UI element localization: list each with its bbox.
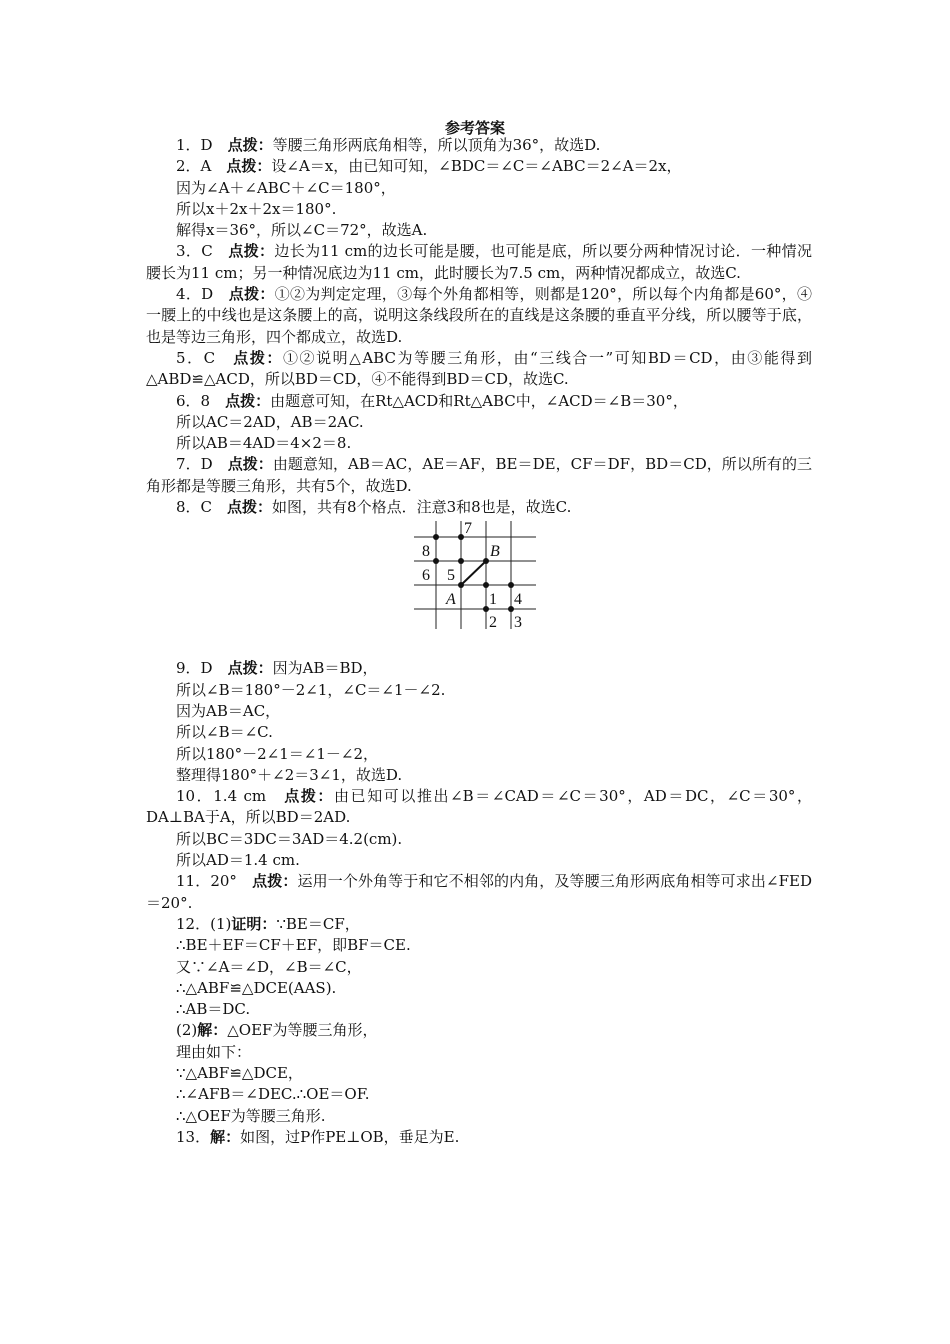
answer-line: ∴BE＋EF＝CF＋EF，即BF＝CE.	[176, 936, 411, 955]
hint-label: 点拨：	[227, 498, 273, 517]
answer-text: ①②说明△ABC为等腰三角形，由“三线合一”可知BD＝CD，由③能得到△ABD≌△ACD，所以BD＝CD，④不能得到BD＝CD，故选C.	[146, 348, 812, 389]
point-label: 8	[422, 543, 430, 561]
answer-3	[146, 241, 812, 284]
segment-ab	[461, 561, 486, 585]
answer-number: 11．20°	[176, 872, 253, 891]
grid-lines	[414, 521, 536, 632]
answer-line: ∵△ABF≌△DCE，	[176, 1063, 303, 1082]
page-title: 参考答案	[444, 119, 505, 137]
answer-number: 13．	[176, 1127, 211, 1146]
hint-label: 点拨：	[227, 659, 273, 678]
answer-number: (2)	[176, 1021, 198, 1040]
answer-text: △OEF为等腰三角形，	[227, 1021, 378, 1040]
answer-12-part-2	[146, 1020, 812, 1041]
answer-number: 7．D	[176, 455, 228, 474]
point-label: 3	[514, 614, 522, 632]
answer-text: 运用一个外角等于和它不相邻的内角，及等腰三角形两底角相等可求出∠FED＝20°.	[146, 872, 812, 912]
point-label: 2	[489, 614, 497, 632]
answer-number: 12．(1)	[176, 914, 232, 933]
grid-figure	[410, 519, 540, 633]
answer-8	[146, 497, 812, 518]
answer-10	[146, 786, 812, 829]
answer-number: 2．A	[176, 157, 227, 176]
answer-text: ①②为判定定理，③每个外角都相等，则都是120°，所以每个内角都是60°，④一腰上的中线也是这条腰上的高，说明这条线段所在的直线是这条腰的垂直平分线，所以腰等于底，也是等边三角形，四个都成立，故选D.	[146, 285, 812, 346]
point-label: A	[446, 591, 456, 609]
answer-line: 又∵∠A＝∠D，∠B＝∠C，	[176, 957, 362, 976]
answer-list	[146, 135, 812, 1148]
answer-5	[146, 348, 812, 391]
answer-line: ∴△ABF≌△DCE(AAS).	[176, 978, 337, 997]
answer-9	[146, 658, 812, 679]
grid-point	[483, 558, 489, 564]
answer-13	[146, 1127, 812, 1148]
answer-line: 理由如下：	[176, 1042, 252, 1061]
answer-number: 4．D	[176, 285, 229, 304]
point-label: 6	[422, 567, 430, 585]
hint-label: 点拨：	[227, 136, 273, 154]
answer-line: 所以AB＝4AD＝4×2＝8.	[176, 434, 352, 453]
answer-text: 如图，过P作PE⊥OB，垂足为E.	[240, 1127, 460, 1146]
point-label: 5	[447, 567, 455, 585]
answer-line: 所以∠B＝180°－2∠1，∠C＝∠1－∠2.	[176, 680, 446, 699]
answer-number: 1．D	[176, 136, 228, 154]
answer-line: 所以∠B＝∠C.	[176, 723, 273, 742]
point-label: 4	[514, 591, 522, 609]
grid-point	[483, 582, 489, 588]
answer-number: 10．1.4 cm	[176, 787, 285, 806]
grid-point	[433, 558, 439, 564]
answer-line: 所以AD＝1.4 cm.	[176, 851, 300, 870]
answer-number: 5．C	[176, 348, 234, 367]
answer-4	[146, 284, 812, 348]
solution-label: 解：	[210, 1127, 241, 1146]
answer-11	[146, 871, 812, 914]
answer-line: 解得x＝36°，所以∠C＝72°，故选A.	[176, 221, 428, 240]
answer-number: 8．C	[176, 498, 228, 517]
answer-line: ∴AB＝DC.	[176, 1000, 251, 1019]
answer-text: ∵BE＝CF，	[276, 914, 360, 933]
point-label: 1	[489, 591, 497, 609]
answer-line: 因为AB＝AC，	[176, 701, 281, 720]
answer-line: ∴∠AFB＝∠DEC.∴OE＝OF.	[176, 1085, 370, 1104]
hint-label: 点拨：	[228, 242, 275, 261]
answer-text: 边长为11 cm的边长可能是腰，也可能是底，所以要分两种情况讨论．一种情况腰长为11 cm；另一种情况底边为11 cm，此时腰长为7.5 cm，两种情况都成立，故选C.	[146, 242, 812, 282]
answer-text: 设∠A＝x，由已知可知，∠BDC＝∠C＝∠ABC＝2∠A＝2x，	[271, 157, 682, 176]
answer-line: 整理得180°＋∠2＝3∠1，故选D.	[176, 765, 403, 784]
hint-label: 点拨：	[252, 872, 298, 891]
grid-point	[508, 582, 514, 588]
grid-point	[458, 582, 464, 588]
answer-text: 如图，共有8个格点．注意3和8也是，故选C.	[272, 498, 572, 517]
hint-label: 点拨：	[228, 285, 275, 304]
grid-point	[433, 534, 439, 540]
point-label: 7	[464, 520, 472, 538]
answer-text: 因为AB＝BD，	[272, 659, 378, 678]
hint-label: 点拨：	[226, 157, 272, 176]
answer-line: 所以AC＝2AD，AB＝2AC.	[176, 412, 364, 431]
answer-line: 因为∠A＋∠ABC＋∠C＝180°，	[176, 178, 396, 197]
proof-label: 证明：	[231, 914, 277, 933]
grid-figure-container	[146, 518, 812, 658]
answer-line: 所以180°－2∠1＝∠1－∠2，	[176, 744, 379, 763]
answer-2	[146, 156, 812, 177]
answer-line: 所以BC＝3DC＝3AD＝4.2(cm).	[176, 829, 403, 848]
answer-text: 由题意可知，在Rt△ACD和Rt△ABC中，∠ACD＝∠B＝30°，	[270, 391, 688, 410]
hint-label: 点拨：	[225, 391, 271, 410]
answer-number: 6．8	[176, 391, 226, 410]
answer-number: 3．C	[176, 242, 229, 261]
hint-label: 点拨：	[233, 348, 283, 367]
answer-7	[146, 454, 812, 497]
answer-text: 由已知可以推出∠B＝∠CAD＝∠C＝30°，AD＝DC，∠C＝30°，DA⊥BA于A，所以BD＝2AD.	[146, 787, 813, 827]
answer-line: 所以x＋2x＋2x＝180°.	[176, 199, 337, 218]
hint-label: 点拨：	[284, 787, 335, 806]
answer-line: ∴△OEF为等腰三角形.	[176, 1106, 326, 1125]
answer-1	[146, 135, 812, 156]
solution-label: 解：	[197, 1021, 228, 1040]
answer-text: 由题意知，AB＝AC，AE＝AF，BE＝DE，CF＝DF，BD＝CD，所以所有的三角形都是等腰三角形，共有5个，故选D.	[146, 455, 812, 495]
grid-point	[458, 558, 464, 564]
answer-12	[146, 914, 812, 935]
answer-text: 等腰三角形两底角相等，所以顶角为36°，故选D.	[272, 136, 601, 154]
point-label: B	[490, 543, 500, 561]
answer-number: 9．D	[176, 659, 228, 678]
hint-label: 点拨：	[227, 455, 273, 474]
answer-6	[146, 391, 812, 412]
